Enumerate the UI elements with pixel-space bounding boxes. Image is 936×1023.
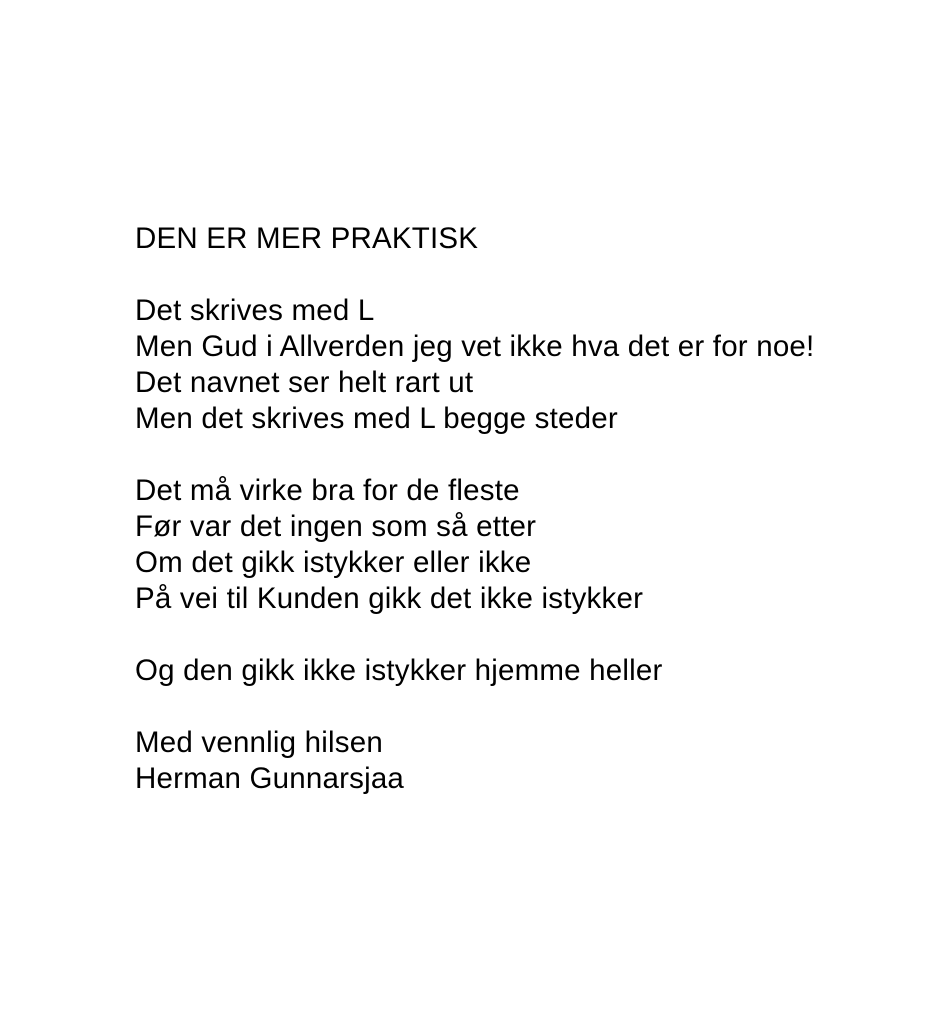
poem-line: Det må virke bra for de fleste bbox=[135, 474, 520, 507]
poem-stanza-1 bbox=[135, 293, 896, 437]
poem-line: Det skrives med L bbox=[135, 294, 375, 327]
poem-line: Men det skrives med L begge steder bbox=[135, 402, 618, 435]
letter-closing bbox=[135, 725, 896, 797]
poem-line: Men Gud i Allverden jeg vet ikke hva det er for noe! bbox=[135, 330, 815, 363]
poem-title: DEN ER MER PRAKTISK bbox=[135, 222, 479, 255]
poem-stanza-2 bbox=[135, 473, 896, 617]
document-page bbox=[135, 221, 896, 797]
poem-stanza-3 bbox=[135, 653, 896, 689]
signature: Herman Gunnarsjaa bbox=[135, 762, 405, 795]
poem-line: På vei til Kunden gikk det ikke istykker bbox=[135, 582, 644, 615]
poem-line: Og den gikk ikke istykker hjemme heller bbox=[135, 654, 663, 687]
poem-line: Det navnet ser helt rart ut bbox=[135, 366, 474, 399]
closing-salutation: Med vennlig hilsen bbox=[135, 726, 383, 759]
poem-line: Om det gikk istykker eller ikke bbox=[135, 546, 532, 579]
poem-line: Før var det ingen som så etter bbox=[135, 510, 537, 543]
